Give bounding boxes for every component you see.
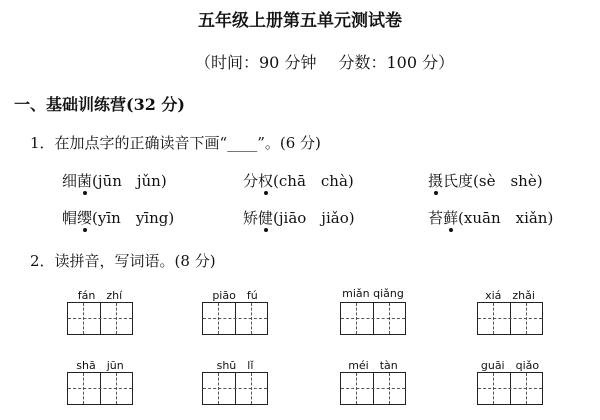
writing-grid[interactable]	[477, 372, 543, 405]
q1-item: 细菌(jūn jǔn)	[62, 172, 167, 190]
exam-info	[195, 50, 476, 73]
pinyin-options: (jūn jǔn)	[92, 172, 167, 190]
question-2-prompt: 2．读拼音，写词语。(8 分)	[30, 252, 216, 270]
pinyin-options: (chā chà)	[273, 172, 354, 190]
q1-item: 苔藓(xuān xiǎn)	[428, 209, 554, 227]
q1-item: 分权(chā chà)	[243, 172, 354, 190]
dotted-character: 藓	[443, 209, 459, 227]
pinyin-label: xiá zhǎi	[485, 289, 535, 302]
pinyin-label: shū lǐ	[216, 359, 254, 372]
pinyin-label: shā jūn	[76, 359, 124, 372]
pinyin-options: (jiāo jiǎo)	[273, 209, 355, 227]
dotted-character: 菌	[77, 172, 93, 190]
writing-grid[interactable]	[67, 372, 133, 405]
pinyin-options: (sè shè)	[473, 172, 543, 190]
writing-grid[interactable]	[477, 302, 543, 335]
time-limit: （时间：90 分钟	[195, 53, 317, 72]
q1-item: 摄氏度(sè shè)	[428, 172, 543, 190]
pinyin-options: (yīn yīng)	[92, 209, 175, 227]
pinyin-label: méi tàn	[348, 359, 398, 372]
q1-item: 帽缨(yīn yīng)	[62, 209, 175, 227]
page-title: 五年级上册第五单元测试卷	[198, 11, 402, 31]
writing-grid[interactable]	[202, 302, 268, 335]
dotted-character: 权	[258, 172, 274, 190]
writing-grid[interactable]	[340, 372, 406, 405]
dotted-character: 摄	[428, 172, 444, 190]
total-score: 分数：100 分）	[338, 53, 455, 72]
pinyin-label: guāi qiǎo	[480, 359, 540, 372]
q1-item: 矫健(jiāo jiǎo)	[243, 209, 355, 227]
section-heading: 一、基础训练营(32 分)	[14, 95, 185, 114]
pinyin-label: piāo fú	[212, 289, 258, 302]
dotted-character: 缨	[77, 209, 93, 227]
question-1-prompt: 1．在加点字的正确读音下画“____”。(6 分)	[30, 134, 321, 152]
dotted-character: 健	[258, 209, 274, 227]
writing-grid[interactable]	[202, 372, 268, 405]
pinyin-options: (xuān xiǎn)	[458, 209, 554, 227]
pinyin-label: miǎn qiǎng	[342, 287, 404, 300]
writing-grid[interactable]	[67, 302, 133, 335]
pinyin-label: fán zhí	[77, 289, 123, 302]
writing-grid[interactable]	[340, 302, 406, 335]
